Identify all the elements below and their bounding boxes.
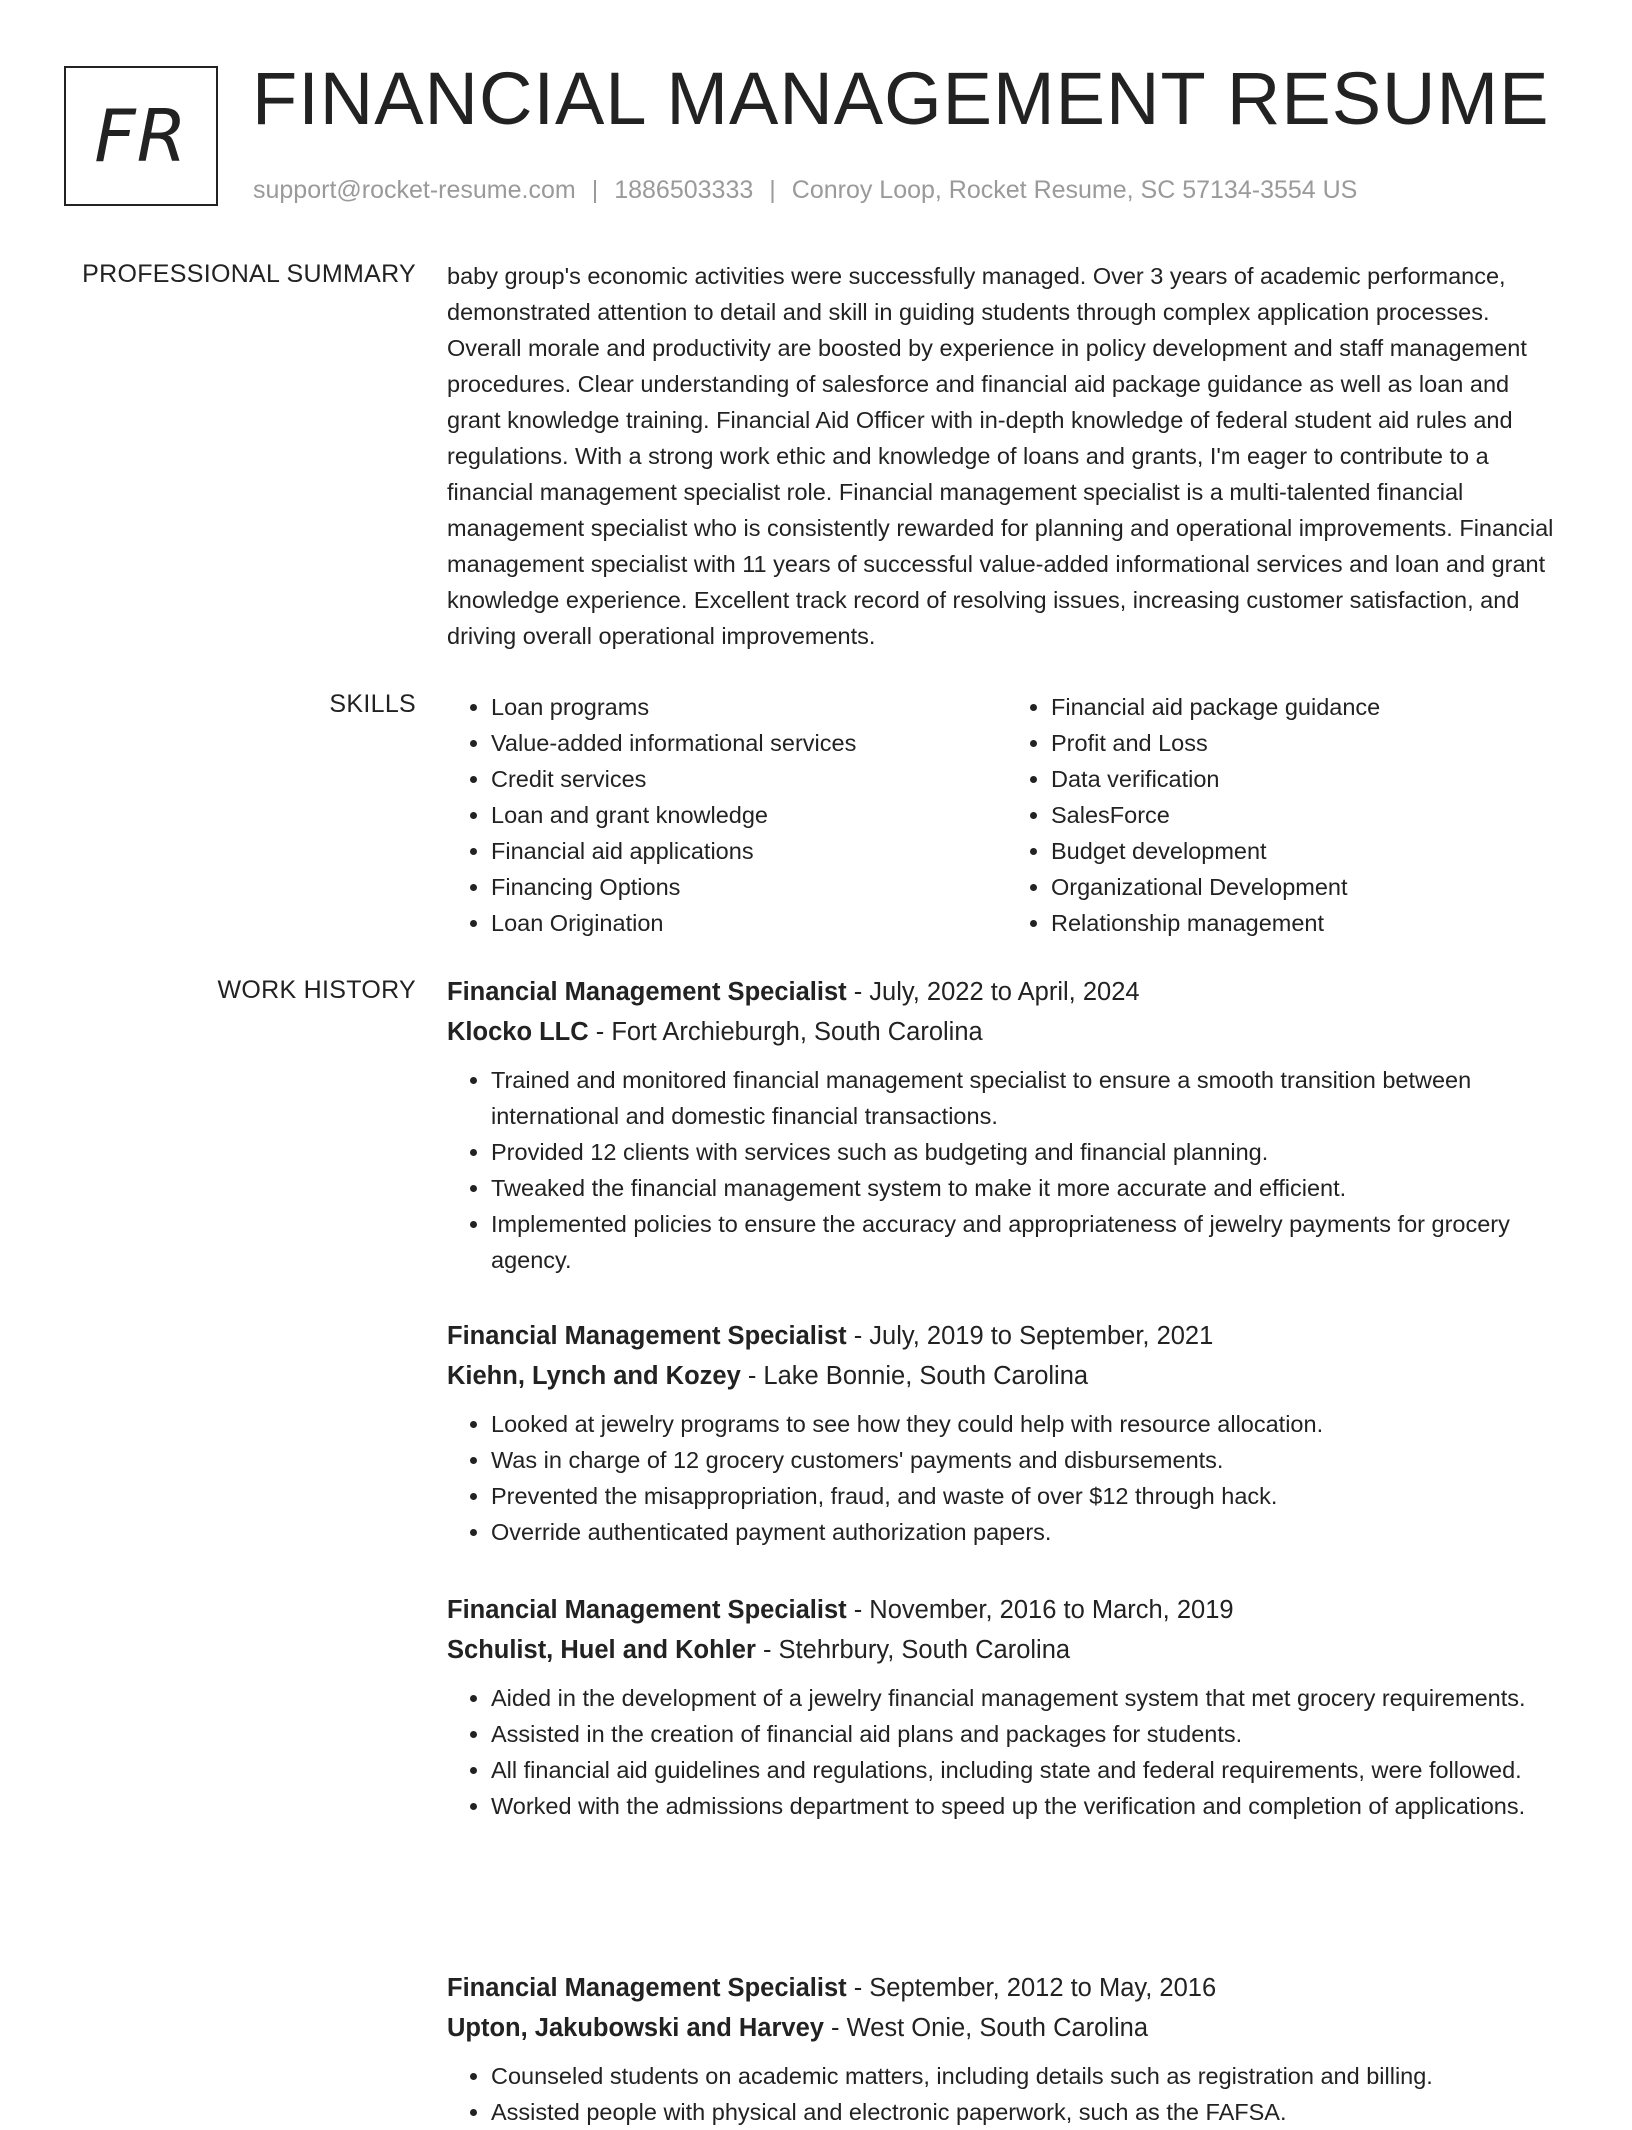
skill-item: • Budget development xyxy=(1051,833,1567,869)
job-entry xyxy=(447,1590,1567,1824)
job-bullet: • Provided 12 clients with services such as budgeting and financial planning. xyxy=(491,1134,1567,1170)
job-location: - Fort Archieburgh, South Carolina xyxy=(588,1018,983,1046)
skill-item: • Organizational Development xyxy=(1051,869,1567,905)
job-company-line xyxy=(447,2008,1567,2048)
job-bullet: • Aided in the development of a jewelry financial management system that met grocery requirements. xyxy=(491,1680,1567,1716)
skill-item: • Value-added informational services xyxy=(491,725,1007,761)
skill-item: • Credit services xyxy=(491,761,1007,797)
job-dates: - November, 2016 to March, 2019 xyxy=(846,1596,1234,1624)
job-location: - Lake Bonnie, South Carolina xyxy=(740,1362,1089,1390)
job-title-line xyxy=(447,1590,1567,1630)
job-company: Schulist, Huel and Kohler xyxy=(447,1636,756,1664)
job-company-line xyxy=(447,1630,1567,1670)
job-company: Upton, Jakubowski and Harvey xyxy=(447,2014,824,2042)
summary-text: baby group's economic activities were successfully managed. Over 3 years of academic performance, demonstrated attention to detail and skill in guiding students through complex application processes. Overall morale and productivity are boosted by experience in policy development and staff management procedures. Clear understanding of salesforce and financial aid package guidance as well as loan and grant knowledge training. Financial Aid Officer with in-depth knowledge of federal student aid rules and regulations. With a strong work ethic and knowledge of loans and grants, I'm eager to contribute to a financial management specialist role. Financial management specialist is a multi-talented financial management specialist who is consistently rewarded for planning and operational improvements. Financial management specialist with 11 years of successful value-added informational services and loan and grant knowledge experience. Excellent track record of resolving issues, increasing customer satisfaction, and driving overall operational improvements. xyxy=(447,263,1554,649)
contact-separator: | xyxy=(769,176,776,204)
job-bullets xyxy=(447,2058,1567,2130)
skill-item: • Relationship management xyxy=(1051,905,1567,941)
skill-item: • Profit and Loss xyxy=(1051,725,1567,761)
job-title-line xyxy=(447,972,1567,1012)
skills-section xyxy=(447,689,1567,941)
job-entry xyxy=(447,1316,1567,1550)
section-label-work-history: WORK HISTORY xyxy=(217,976,416,1004)
skill-item: • Financial aid package guidance xyxy=(1051,689,1567,725)
contact-address: Conroy Loop, Rocket Resume, SC 57134-3554 US xyxy=(791,176,1358,204)
job-dates: - September, 2012 to May, 2016 xyxy=(846,1974,1217,2002)
contact-separator: | xyxy=(591,176,599,204)
job-bullet: • Counseled students on academic matters, including details such as registration and billing. xyxy=(491,2058,1567,2094)
job-bullet: • Implemented policies to ensure the accuracy and appropriateness of jewelry payments for grocery agency. xyxy=(491,1206,1567,1278)
resume-title: FINANCIAL MANAGEMENT RESUME xyxy=(252,57,1550,140)
job-bullets xyxy=(447,1406,1567,1550)
skill-item: • Loan Origination xyxy=(491,905,1007,941)
job-bullets xyxy=(447,1062,1567,1278)
contact-email: support@rocket-resume.com xyxy=(253,176,576,204)
job-bullet: • Assisted in the creation of financial aid plans and packages for students. xyxy=(491,1716,1567,1752)
job-location: - West Onie, South Carolina xyxy=(823,2014,1149,2042)
job-company-line xyxy=(447,1012,1567,1052)
job-bullet: • Tweaked the financial management system to make it more accurate and efficient. xyxy=(491,1170,1567,1206)
job-bullet: • All financial aid guidelines and regulations, including state and federal requirements, were followed. xyxy=(491,1752,1567,1788)
job-bullet: • Prevented the misappropriation, fraud, and waste of over $12 through hack. xyxy=(491,1478,1567,1514)
contact-phone: 1886503333 xyxy=(614,176,754,204)
skill-item: • Financing Options xyxy=(491,869,1007,905)
skills-list-left xyxy=(447,689,1007,941)
job-bullets xyxy=(447,1680,1567,1824)
monogram-badge xyxy=(64,66,218,206)
job-title: Financial Management Specialist xyxy=(447,1322,847,1350)
job-bullet: • Worked with the admissions department to speed up the verification and completion of applications. xyxy=(491,1788,1567,1824)
summary-section xyxy=(447,258,1567,654)
job-company-line xyxy=(447,1356,1567,1396)
job-bullet: • Trained and monitored financial management specialist to ensure a smooth transition between international and domestic financial transactions. xyxy=(491,1062,1567,1134)
job-company: Klocko LLC xyxy=(447,1018,589,1046)
skill-item: • SalesForce xyxy=(1051,797,1567,833)
skill-item: • Loan and grant knowledge xyxy=(491,797,1007,833)
contact-line xyxy=(253,176,1357,205)
job-company: Kiehn, Lynch and Kozey xyxy=(447,1362,741,1390)
job-title: Financial Management Specialist xyxy=(447,978,847,1006)
section-label-summary: PROFESSIONAL SUMMARY xyxy=(82,260,416,288)
job-title-line xyxy=(447,1316,1567,1356)
job-dates: - July, 2019 to September, 2021 xyxy=(846,1322,1214,1350)
job-dates: - July, 2022 to April, 2024 xyxy=(846,978,1140,1006)
job-bullet: • Was in charge of 12 grocery customers' payments and disbursements. xyxy=(491,1442,1567,1478)
skill-item: • Financial aid applications xyxy=(491,833,1007,869)
job-title: Financial Management Specialist xyxy=(447,1974,847,2002)
job-title: Financial Management Specialist xyxy=(447,1596,847,1624)
skills-grid xyxy=(447,689,1567,941)
job-location: - Stehrbury, South Carolina xyxy=(755,1636,1071,1664)
job-bullet: • Assisted people with physical and electronic paperwork, such as the FAFSA. xyxy=(491,2094,1567,2130)
job-entry xyxy=(447,972,1567,1278)
job-title-line xyxy=(447,1968,1567,2008)
job-bullet: • Override authenticated payment authorization papers. xyxy=(491,1514,1567,1550)
job-entry xyxy=(447,1968,1567,2130)
skill-item: • Loan programs xyxy=(491,689,1007,725)
job-bullet: • Looked at jewelry programs to see how they could help with resource allocation. xyxy=(491,1406,1567,1442)
section-label-skills: SKILLS xyxy=(329,690,416,718)
skills-list-right xyxy=(1007,689,1567,941)
skill-item: • Data verification xyxy=(1051,761,1567,797)
monogram-initials: FR xyxy=(94,94,188,178)
